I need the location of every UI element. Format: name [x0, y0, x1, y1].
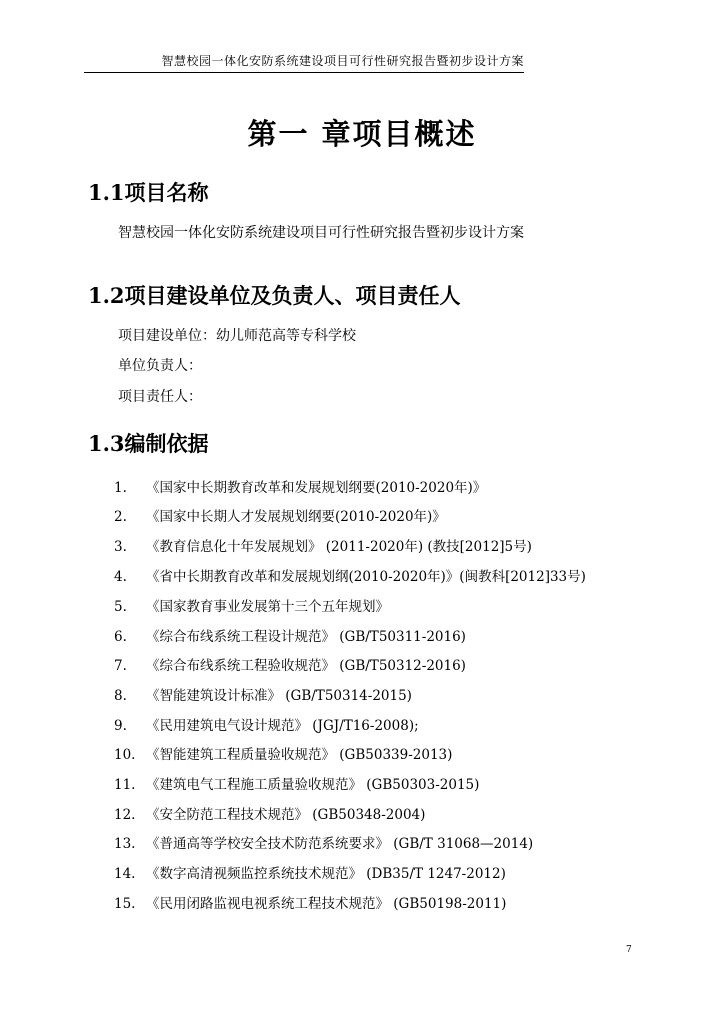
- running-header: [84, 50, 524, 73]
- reference-item: [114, 476, 486, 496]
- reference-number: 9.: [114, 718, 127, 734]
- running-header-title: 智慧校园一体化安防系统建设项目可行性研究报告暨初步设计方案: [161, 54, 524, 68]
- reference-item: [114, 714, 419, 734]
- reference-item: [114, 684, 412, 704]
- reference-number: 8.: [114, 688, 127, 704]
- reference-text: 《建筑电气工程施工质量验收规范》 (GB50303-2015): [146, 777, 480, 793]
- reference-item: [114, 743, 452, 763]
- reference-item: [114, 565, 586, 585]
- reference-number: 2.: [114, 509, 127, 525]
- reference-item: [114, 773, 479, 793]
- reference-number: 13.: [114, 836, 136, 852]
- reference-text: 《综合布线系统工程设计规范》 (GB/T50311-2016): [146, 629, 466, 645]
- reference-item: [114, 862, 506, 882]
- reference-text: 《教育信息化十年发展规划》 (2011-2020年) (教技[2012]5号): [146, 539, 532, 555]
- reference-text: 《智能建筑工程质量验收规范》 (GB50339-2013): [146, 747, 453, 763]
- reference-text: 《国家教育事业发展第十三个五年规划》: [146, 599, 389, 615]
- reference-item: [114, 505, 446, 525]
- project-name-text: 智慧校园一体化安防系统建设项目可行性研究报告暨初步设计方案: [118, 225, 524, 241]
- reference-text: 《数字高清视频监控系统技术规范》 (DB35/T 1247-2012): [146, 866, 506, 882]
- reference-number: 3.: [114, 539, 127, 555]
- section-heading-1-1: 1.1项目名称: [88, 180, 209, 205]
- reference-number: 15.: [114, 896, 136, 912]
- reference-item: [114, 625, 466, 645]
- reference-number: 1.: [114, 480, 127, 496]
- reference-number: 10.: [114, 747, 136, 763]
- reference-number: 6.: [114, 629, 127, 645]
- section-heading-1-2: 1.2项目建设单位及负责人、项目责任人: [88, 283, 461, 308]
- reference-item: [114, 892, 506, 912]
- reference-text: 《民用建筑电气设计规范》 (JGJ/T16-2008);: [146, 718, 419, 734]
- page-number: 7: [626, 945, 632, 955]
- reference-text: 《国家中长期人才发展规划纲要(2010-2020年)》: [146, 509, 446, 525]
- reference-item: [114, 654, 466, 674]
- construction-unit-line: 项目建设单位：幼儿师范高等专科学校: [118, 328, 356, 344]
- reference-text: 《安全防范工程技术规范》 (GB50348-2004): [146, 807, 426, 823]
- section-heading-1-3: 1.3编制依据: [88, 431, 209, 456]
- reference-number: 7.: [114, 658, 127, 674]
- reference-text: 《省中长期教育改革和发展规划纲(2010-2020年)》(闽教科[2012]33号): [146, 569, 586, 585]
- project-leader-line: 项目责任人：: [118, 389, 202, 405]
- reference-text: 《智能建筑设计标准》 (GB/T50314-2015): [146, 688, 412, 704]
- reference-item: [114, 535, 532, 555]
- reference-number: 14.: [114, 866, 136, 882]
- reference-item: [114, 595, 389, 615]
- reference-text: 《普通高等学校安全技术防范系统要求》 (GB/T 31068—2014): [146, 836, 534, 852]
- reference-item: [114, 832, 533, 852]
- reference-text: 《民用闭路监视电视系统工程技术规范》 (GB50198-2011): [146, 896, 507, 912]
- unit-leader-line: 单位负责人：: [118, 358, 202, 374]
- chapter-title: 第一 章项目概述: [247, 117, 477, 151]
- reference-number: 5.: [114, 599, 127, 615]
- reference-text: 《国家中长期教育改革和发展规划纲要(2010-2020年)》: [146, 480, 487, 496]
- reference-item: [114, 803, 425, 823]
- reference-number: 11.: [114, 777, 136, 793]
- reference-number: 12.: [114, 807, 136, 823]
- reference-text: 《综合布线系统工程验收规范》 (GB/T50312-2016): [146, 658, 466, 674]
- reference-number: 4.: [114, 569, 127, 585]
